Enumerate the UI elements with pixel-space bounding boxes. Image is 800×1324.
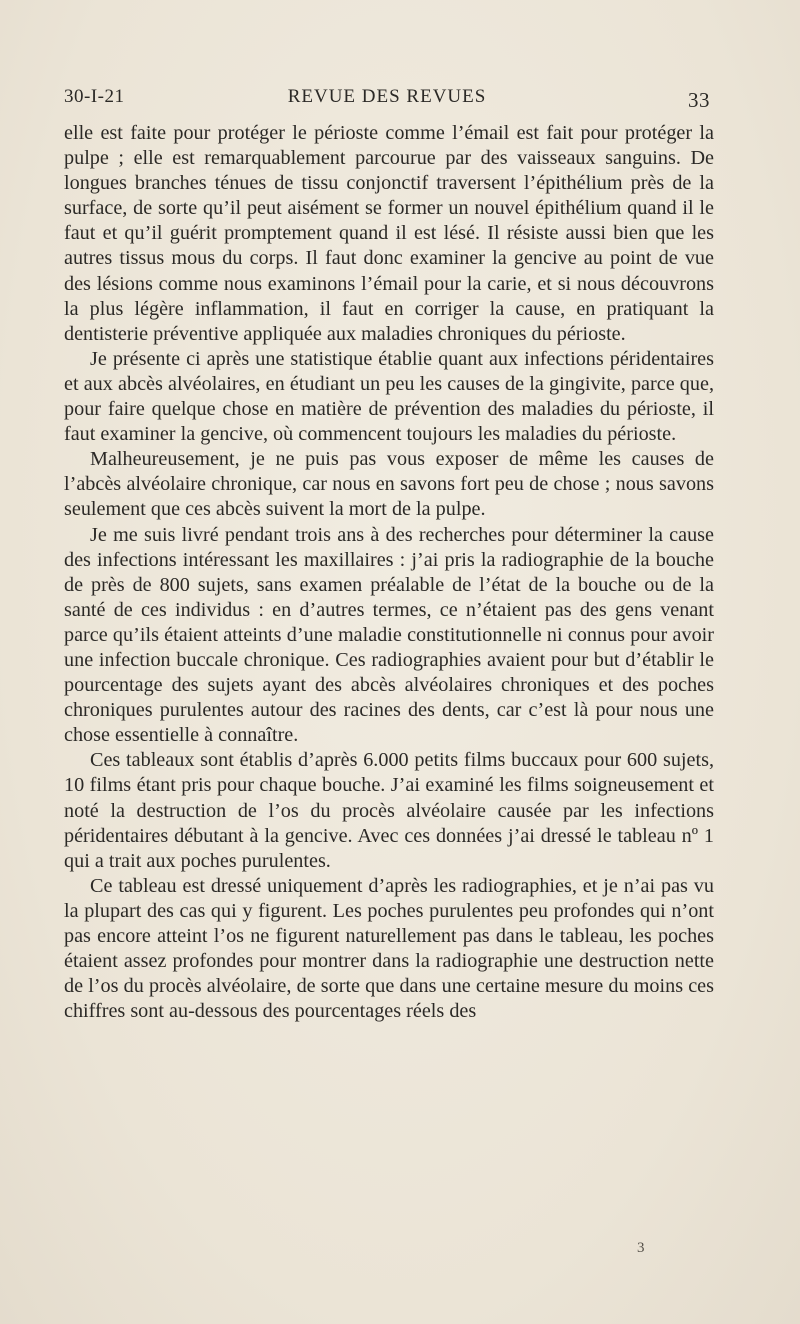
header-date: 30-I-21: [64, 86, 125, 107]
paragraph-1: elle est faite pour protéger le périoste comme l’émail est fait pour protéger la pulpe ; elle est remarquablement parcourue par des vaisseaux sanguins. De longues branches ténues de tissu conjonctif traversent l’épithélium près de la surface, de sorte qu’il peut aisément se former un nouvel épithélium quand il le faut et qu’il guérit promptement quand il est lésé. Il résiste aussi bien que les autres tissus mous du corps. Il faut donc examiner la gencive au point de vue des lésions comme nous examinons l’émail pour la carie, et si nous découvrons la plus légère inflammation, il faut en corriger la cause, en pratiquant la dentisterie préventive appliquée aux maladies chroniques du périoste.: [64, 122, 714, 345]
running-header: [64, 86, 710, 116]
body-text: [64, 121, 714, 1024]
paragraph-5: Ces tableaux sont établis d’après 6.000 petits films buccaux pour 600 sujets, 10 films étant pris pour chaque bouche. J’ai examiné les films soigneusement et noté la destruction de l’os du procès alvéolaire causée par les infections péridentaires débutant à la gencive. Avec ces données j’ai dressé le tableau nº 1 qui a trait aux poches purulentes.: [64, 749, 714, 872]
header-page-number: 33: [688, 88, 710, 112]
signature-mark: 3: [637, 1240, 645, 1256]
paragraph-2: Je présente ci après une statistique établie quant aux infections péridentaires et aux abcès alvéolaires, en étudiant un peu les causes de la gingivite, parce que, pour faire quelque chose en matière de prévention des maladies du périoste, il faut examiner la gencive, où commencent toujours les maladies du périoste.: [64, 347, 714, 446]
header-running-title: REVUE DES REVUES: [287, 86, 487, 107]
paragraph-3: Malheureusement, je ne puis pas vous exposer de même les causes de l’abcès alvéolaire chronique, car nous en savons fort peu de chose ; nous savons seulement que ces abcès suivent la mort de la pulpe.: [64, 448, 714, 521]
paragraph-4: Je me suis livré pendant trois ans à des recherches pour déterminer la cause des infections intéressant les maxillaires : j’ai pris la radiographie de la bouche de près de 800 sujets, sans examen préalable de l’état de la bouche ou de la santé de ces individus : en d’autres termes, ce n’étaient pas des gens venant parce qu’ils étaient atteints d’une maladie constitutionnelle ni connus pour avoir une infection buccale chronique. Ces radiographies avaient pour but d’établir le pourcentage des sujets ayant des abcès alvéolaires chroniques et des poches chroniques purulentes autour des racines des dents, car c’est là pour nous une chose essentielle à connaître.: [64, 523, 714, 747]
paragraph-6: Ce tableau est dressé uniquement d’après les radiographies, et je n’ai pas vu la plupart des cas qui y figurent. Les poches purulentes peu profondes qui n’ont pas encore atteint l’os ne figurent naturellement pas dans le tableau, les poches étaient assez profondes pour montrer dans la radiographie une destruction nette de l’os du procès alvéolaire, de sorte que dans une certaine mesure du moins ces chiffres sont au-dessous des pourcentages réels des: [64, 874, 714, 1023]
